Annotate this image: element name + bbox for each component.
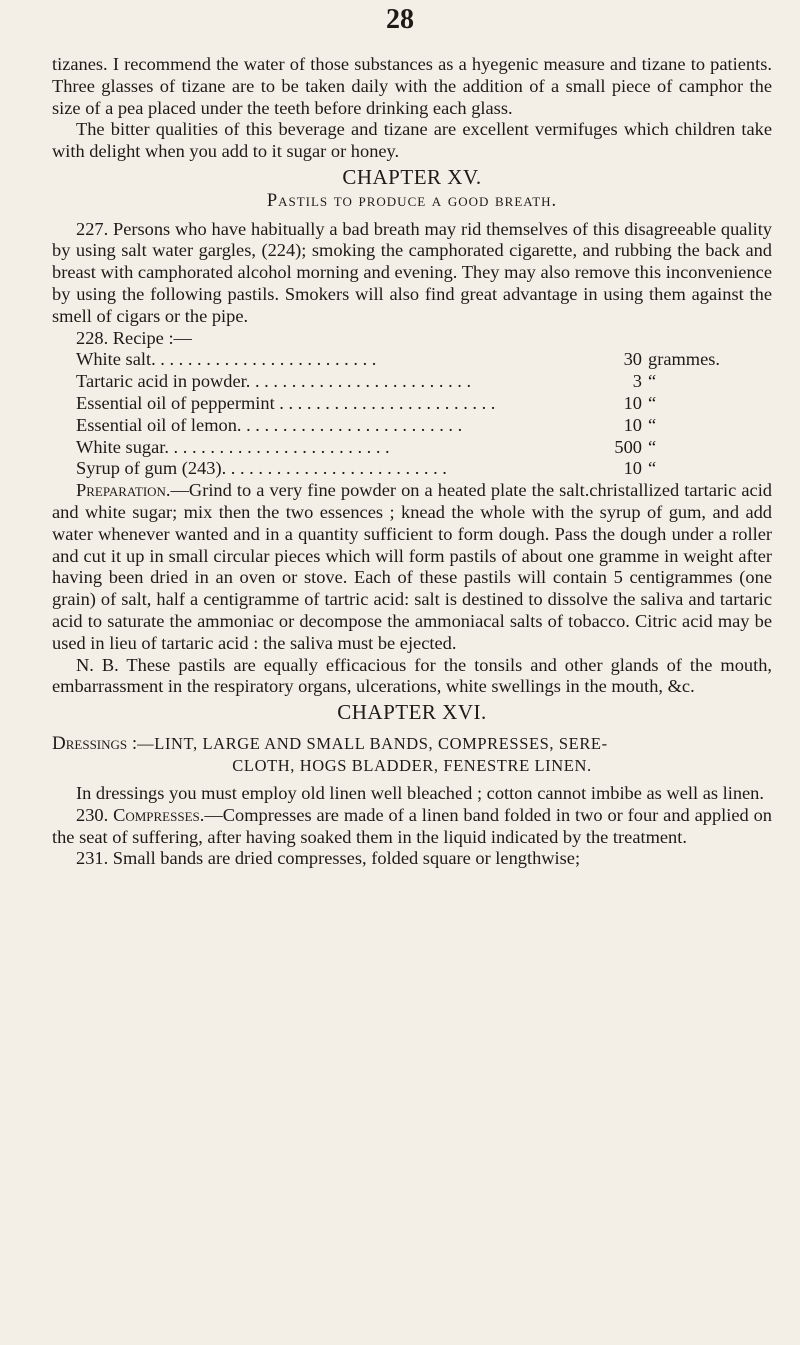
chapter-15-title: CHAPTER XV. — [342, 164, 482, 189]
recipe-item-unit: “ — [648, 392, 657, 413]
recipe-item-unit: grammes. — [648, 349, 721, 370]
recipe-item-name: Essential oil of peppermint . . — [76, 393, 582, 415]
chapter-15-subtitle: Pastils to produce a good breath. — [266, 190, 558, 211]
dressings-list-line1: —LINT, LARGE AND SMALL BANDS, COMPRESSES, SERE- — [137, 733, 608, 753]
recipe-item-qty: 10 — [623, 458, 642, 479]
recipe-item-name: White salt. . . — [76, 349, 582, 371]
recipe-item-qty: 10 — [623, 392, 642, 413]
paragraph-230 — [52, 805, 772, 849]
page-number: 28 — [386, 4, 414, 35]
recipe-list — [76, 349, 772, 480]
chapter-16-heading — [52, 732, 772, 777]
recipe-item-unit: “ — [648, 414, 657, 435]
recipe-item-unit: “ — [648, 458, 657, 479]
recipe-item-name: White sugar. . . — [76, 437, 582, 459]
para-230-number: 230. — [76, 804, 109, 825]
recipe-item-qty: 3 — [632, 371, 642, 392]
recipe-item — [76, 415, 772, 437]
recipe-heading: 228. Recipe :— — [76, 327, 192, 348]
paragraph-231: 231. Small bands are dried compresses, folded square or lengthwise; — [76, 848, 581, 869]
paragraph-preparation — [52, 480, 772, 654]
recipe-item-unit: “ — [648, 436, 657, 457]
page-body — [52, 54, 772, 870]
paragraph-tizanes: tizanes. I recommend the water of those substances as a hyegenic measure and tizane to patients. Three glasses of tizane are to be taken daily with the addition of a small piece of camphor the size of a pea placed under the teeth before drinking each glass. — [52, 54, 772, 118]
recipe-item — [76, 349, 772, 371]
recipe-item-name: Essential oil of lemon. . . — [76, 415, 582, 437]
para-230-text: —Compresses are made of a linen band folded in two or four and applied on the seat of suffering, after having soaked them in the liquid indicated by the treatment. — [52, 804, 772, 847]
chapter-16-title: CHAPTER XVI. — [337, 700, 487, 725]
compresses-label: Compresses. — [113, 804, 205, 825]
recipe-item — [76, 437, 772, 459]
dressings-label: Dressings : — [52, 732, 138, 754]
recipe-item — [76, 393, 772, 415]
recipe-item-qty: 10 — [623, 414, 642, 435]
recipe-item-name: Syrup of gum (243). . . — [76, 458, 582, 480]
paragraph-bitter-qualities: The bitter qualities of this beverage and tizane are excellent vermifuges which children take with delight when you add to it sugar or honey. — [52, 119, 772, 162]
preparation-text: —Grind to a very fine powder on a heated plate the salt.christallized tartaric acid and white sugar; mix then the two essences ; knead the whole with the syrup of gum, and add water whenever wanted and in a quantity sufficient to form dough. Pass the dough under a roller and cut it up in small circular pieces which will form pastils of about one gramme in weight after having been dried in an oven or stove. Each of these pastils will contain 5 centigrammes (one grain) of salt, half a centigramme of tartric acid: salt is destined to dissolve the saliva and tartaric acid to saturate the ammoniac or decompose the ammoniacal salts of tobacco. Citric acid may be used in lieu of tartaric acid : the saliva must be ejected. — [52, 480, 772, 653]
recipe-item-qty: 30 — [623, 349, 642, 370]
recipe-item — [76, 458, 772, 480]
recipe-item — [76, 371, 772, 393]
recipe-item-qty: 500 — [614, 436, 642, 457]
dressings-list-line2: CLOTH, HOGS BLADDER, FENESTRE LINEN. — [232, 755, 592, 775]
recipe-item-name: Tartaric acid in powder. . . — [76, 371, 582, 393]
paragraph-nota-bene: N. B. These pastils are equally efficacious for the tonsils and other glands of the mouth, embarrassment in the respiratory organs, ulcerations, white swellings in the mouth, &c. — [52, 654, 772, 697]
recipe-item-unit: “ — [648, 371, 657, 392]
preparation-label: Preparation. — [76, 480, 171, 501]
paragraph-dressings: In dressings you must employ old linen well bleached ; cotton cannot imbibe as well as linen. — [76, 782, 764, 803]
paragraph-227: 227. Persons who have habitually a bad breath may rid themselves of this disagreeable quality by using salt water gargles, (224); smoking the camphorated cigarette, and rubbing the back and breast with camphorated alcohol morning and evening. They may also remove this inconvenience by using the following pastils. Smokers will also find great advantage in using them against the smell of cigars or the pipe. — [52, 218, 772, 326]
